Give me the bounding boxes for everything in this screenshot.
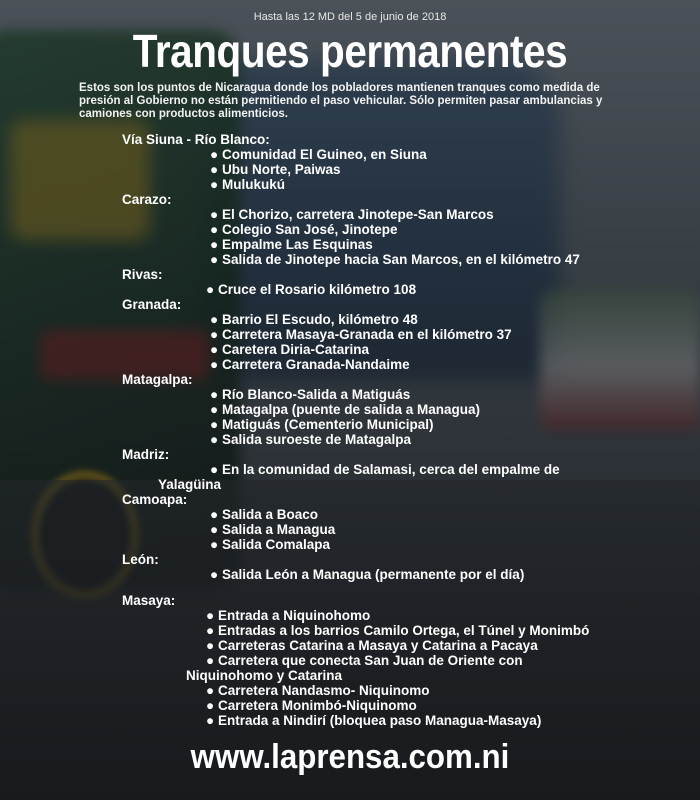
bullet-icon: ● <box>210 387 219 402</box>
bullet-icon: ● <box>210 567 219 582</box>
region-label: Granada: <box>122 297 182 312</box>
bullet-icon: ● <box>210 522 219 537</box>
bullet-icon: ● <box>210 252 219 267</box>
list-item: ● Colegio San José, Jinotepe <box>210 222 398 237</box>
region-label: Rivas: <box>122 267 163 282</box>
bullet-icon: ● <box>210 357 219 372</box>
bullet-icon: ● <box>210 312 219 327</box>
bullet-icon: ● <box>206 713 215 728</box>
bullet-icon: ● <box>206 698 215 713</box>
bullet-icon: ● <box>210 342 219 357</box>
region-label: León: <box>122 552 159 567</box>
bullet-icon: ● <box>210 222 219 237</box>
region-label: Camoapa: <box>122 492 188 507</box>
list-item: ● Salida León a Managua (permanente por el día) <box>210 567 525 582</box>
bullet-icon: ● <box>210 507 219 522</box>
region-label: Masaya: <box>122 593 176 608</box>
list-item: ● Entradas a los barrios Camilo Ortega, el Túnel y Monimbó <box>206 623 590 638</box>
list-item: ● En la comunidad de Salamasi, cerca del empalme de <box>210 462 560 477</box>
list-item: ● Barrio El Escudo, kilómetro 48 <box>210 312 418 327</box>
bullet-icon: ● <box>210 327 219 342</box>
list-item: ● Carretera Granada-Nandaime <box>210 357 410 372</box>
list-item: ● Carretera que conecta San Juan de Oriente con <box>206 653 523 668</box>
list-item: ● Entrada a Niquinohomo <box>206 608 371 623</box>
list-item: ● Salida Comalapa <box>210 537 331 552</box>
bullet-icon: ● <box>210 207 219 222</box>
bullet-icon: ● <box>206 683 215 698</box>
list-item: ● Salida de Jinotepe hacia San Marcos, en el kilómetro 47 <box>210 252 580 267</box>
list-item: ● Carreteras Catarina a Masaya y Catarina a Pacaya <box>206 638 538 653</box>
bullet-icon: ● <box>206 653 215 668</box>
bullet-icon: ● <box>210 417 219 432</box>
list-item: ● Matagalpa (puente de salida a Managua) <box>210 402 481 417</box>
list-item-continuation: Niquinohomo y Catarina <box>186 668 343 683</box>
list-item-continuation: Yalagüina <box>158 477 222 492</box>
list-item: ● Matiguás (Cementerio Municipal) <box>210 417 434 432</box>
website-url: www.laprensa.com.ni <box>190 738 510 776</box>
region-label: Matagalpa: <box>122 372 193 387</box>
list-item: ● Ubu Norte, Paiwas <box>210 162 341 177</box>
list-item: ● Carretera Nandasmo- Niquinomo <box>206 683 430 698</box>
bullet-icon: ● <box>206 608 215 623</box>
roadblock-list <box>122 132 682 728</box>
bullet-icon: ● <box>210 237 219 252</box>
bullet-icon: ● <box>206 638 215 653</box>
bullet-icon: ● <box>210 432 219 447</box>
list-item: ● Comunidad El Guineo, en Siuna <box>210 147 427 162</box>
bullet-icon: ● <box>210 402 219 417</box>
list-item: ● Empalme Las Esquinas <box>210 237 373 252</box>
list-item: ● Río Blanco-Salida a Matiguás <box>210 387 411 402</box>
bullet-icon: ● <box>210 147 219 162</box>
list-item: ● El Chorizo, carretera Jinotepe-San Marcos <box>210 207 494 222</box>
bullet-icon: ● <box>206 623 215 638</box>
intro-paragraph: Estos son los puntos de Nicaragua donde los pobladores mantienen tranques como medida de presión al Gobierno no están permitiendo el paso vehicular. Sólo permiten pasar ambulancias y camiones con productos alimenticios. <box>79 82 603 120</box>
bullet-icon: ● <box>210 537 219 552</box>
list-item: ● Caretera Diria-Catarina <box>210 342 370 357</box>
list-item: ● Salida suroeste de Matagalpa <box>210 432 412 447</box>
region-label: Vía Siuna - Río Blanco: <box>122 132 270 147</box>
list-item: ● Entrada a Nindirí (bloquea paso Managua-Masaya) <box>206 713 542 728</box>
bullet-icon: ● <box>210 177 219 192</box>
list-item: ● Carretera Monimbó-Niquinomo <box>206 698 417 713</box>
region-label: Carazo: <box>122 192 172 207</box>
list-item: ● Carretera Masaya-Granada en el kilómetro 37 <box>210 327 512 342</box>
date-line: Hasta las 12 MD del 5 de junio de 2018 <box>253 11 447 23</box>
bullet-icon: ● <box>210 462 219 477</box>
page-title: Tranques permanentes <box>132 25 568 77</box>
list-item: ● Salida a Boaco <box>210 507 319 522</box>
list-item: ● Cruce el Rosario kilómetro 108 <box>206 282 417 297</box>
list-item: ● Salida a Managua <box>210 522 336 537</box>
bullet-icon: ● <box>206 282 215 297</box>
region-label: Madriz: <box>122 447 170 462</box>
bullet-icon: ● <box>210 162 219 177</box>
list-item: ● Mulukukú <box>210 177 285 192</box>
